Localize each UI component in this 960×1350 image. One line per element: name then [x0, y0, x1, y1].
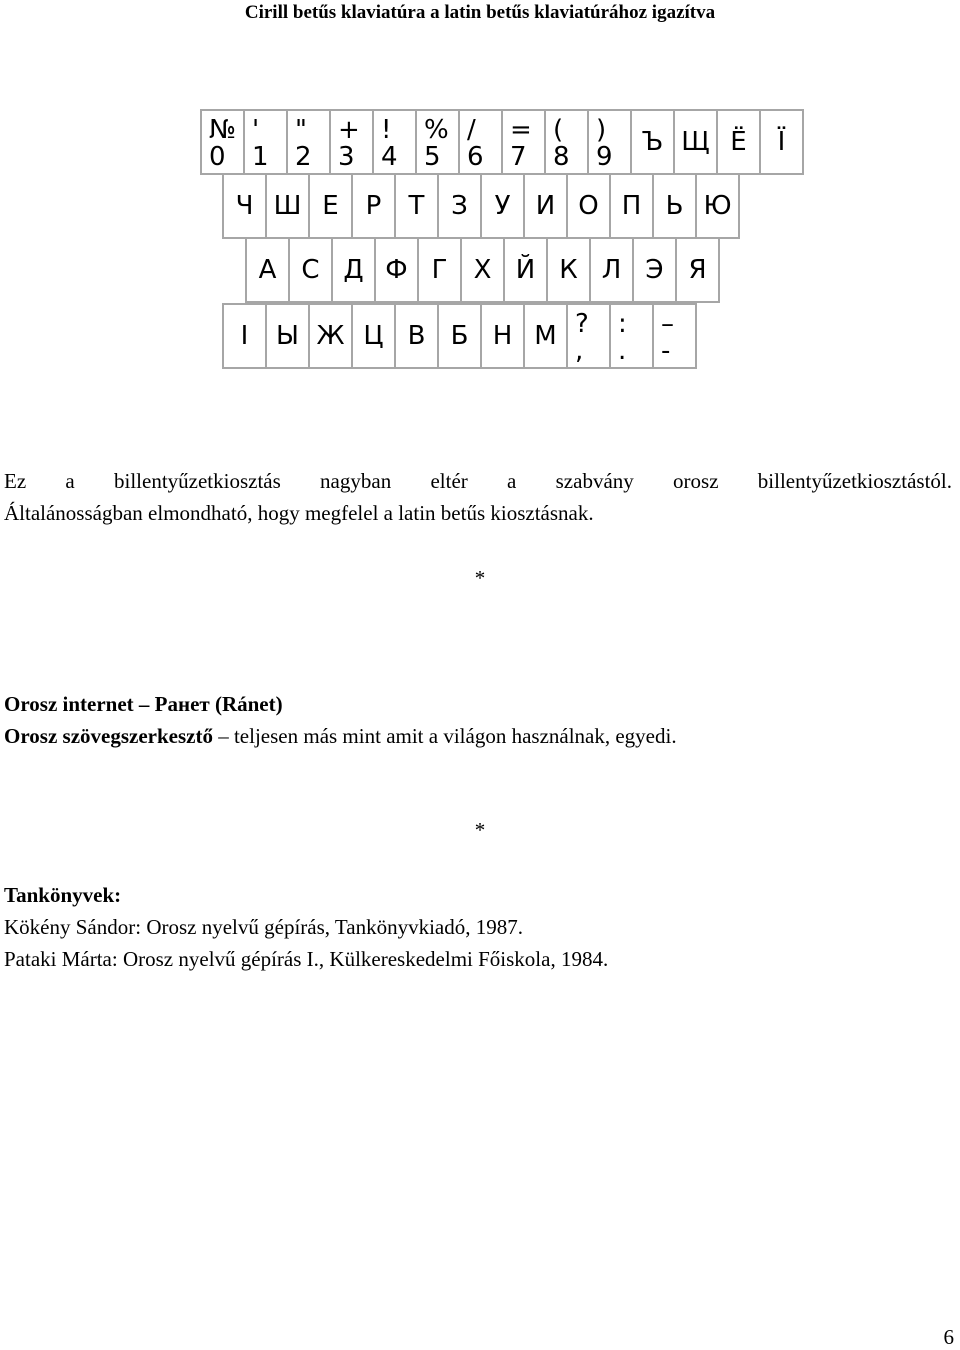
textbook-item: Kökény Sándor: Orosz nyelvű gépírás, Tankönyvkiadó, 1987.	[4, 915, 523, 939]
key-label: И	[535, 191, 556, 221]
keyboard-key	[222, 303, 267, 369]
keyboard-key	[308, 173, 353, 239]
textbooks-heading: Tankönyvek:	[4, 883, 122, 907]
key-label: Т	[408, 191, 425, 221]
key-base-label: 8	[553, 142, 570, 172]
keyboard-key	[566, 303, 611, 369]
keyboard-key	[222, 173, 267, 239]
separator-star-2: *	[474, 818, 486, 842]
key-label: Ж	[316, 321, 345, 351]
key-label: Э	[645, 255, 664, 285]
key-label: Ц	[363, 321, 384, 351]
keyboard-key	[480, 303, 525, 369]
key-shift-label: +	[338, 115, 360, 145]
keyboard-key	[675, 237, 720, 303]
keyboard-key	[415, 109, 460, 175]
separator-star: *	[474, 566, 486, 590]
keyboard-key	[288, 237, 333, 303]
keyboard-key	[501, 109, 546, 175]
key-label: С	[301, 255, 320, 285]
key-label: Ъ	[641, 127, 664, 157]
key-shift-label: ?	[575, 309, 589, 339]
key-label: І	[240, 321, 249, 351]
russian-text-editor-line	[4, 720, 677, 752]
key-label: А	[258, 255, 277, 285]
key-shift-label: (	[553, 115, 564, 145]
key-shift-label: /	[467, 115, 476, 145]
key-base-label: 7	[510, 142, 527, 172]
key-shift-label: "	[295, 115, 307, 145]
key-label: У	[494, 191, 511, 221]
key-label: Е	[322, 191, 339, 221]
keyboard-key	[437, 303, 482, 369]
keyboard-key	[503, 237, 548, 303]
key-shift-label: )	[596, 115, 607, 145]
key-base-label: 1	[252, 142, 269, 172]
key-base-label: .	[618, 336, 627, 366]
keyboard-key	[523, 303, 568, 369]
keyboard-row-1	[200, 109, 802, 175]
textbook-item: Pataki Márta: Orosz nyelvű gépírás I., Külkereskedelmi Főiskola, 1984.	[4, 947, 609, 971]
key-label: Г	[431, 255, 448, 285]
keyboard-row-4	[222, 303, 695, 369]
keyboard-key	[460, 237, 505, 303]
key-label: Н	[492, 321, 513, 351]
key-shift-label: =	[510, 115, 532, 145]
paragraph-line-2: Általánosságban elmondható, hogy megfelel a latin betűs kiosztásnak.	[4, 501, 594, 525]
key-label: Я	[688, 255, 707, 285]
key-label: Ї	[777, 127, 786, 157]
key-base-label: -	[661, 336, 671, 366]
key-base-label: 6	[467, 142, 484, 172]
key-label: Ё	[730, 127, 747, 157]
key-label: Х	[473, 255, 492, 285]
keyboard-row-3	[245, 237, 718, 303]
key-label: Щ	[681, 127, 710, 157]
keyboard-key	[630, 109, 675, 175]
key-label: З	[451, 191, 468, 221]
keyboard-key	[759, 109, 804, 175]
keyboard-key	[716, 109, 761, 175]
key-base-label: 4	[381, 142, 398, 172]
key-label: О	[578, 191, 599, 221]
document-title: Cirill betűs klaviatúra a latin betűs klaviatúrához igazítva	[244, 2, 716, 23]
russian-internet-text: Orosz internet – Ранет (Ránet)	[4, 692, 283, 716]
keyboard-key	[374, 237, 419, 303]
keyboard-key	[394, 173, 439, 239]
keyboard-key	[458, 109, 503, 175]
keyboard-key	[351, 303, 396, 369]
key-label: Д	[343, 255, 364, 285]
cyrillic-keyboard-layout	[198, 107, 838, 372]
key-label: Ь	[665, 191, 684, 221]
keyboard-key	[437, 173, 482, 239]
keyboard-key	[546, 237, 591, 303]
keyboard-key	[587, 109, 632, 175]
keyboard-key	[566, 173, 611, 239]
key-label: Ю	[703, 191, 732, 221]
text-editor-term: Orosz szövegszerkesztő	[4, 724, 213, 748]
key-label: Ш	[273, 191, 302, 221]
key-label: Й	[515, 255, 536, 285]
keyboard-key	[351, 173, 396, 239]
keyboard-key	[243, 109, 288, 175]
key-shift-label: –	[661, 309, 674, 339]
key-shift-label: :	[618, 309, 627, 339]
keyboard-row-2	[222, 173, 738, 239]
page-number: 6	[943, 1325, 954, 1349]
key-label: Л	[601, 255, 622, 285]
key-shift-label: %	[424, 115, 449, 145]
key-base-label: 2	[295, 142, 312, 172]
key-label: Р	[365, 191, 382, 221]
keyboard-key	[609, 173, 654, 239]
keyboard-key	[673, 109, 718, 175]
keyboard-key	[308, 303, 353, 369]
keyboard-key	[329, 109, 374, 175]
key-base-label: 3	[338, 142, 355, 172]
paragraph-line-1: Ez a billentyűzetkiosztás nagyban eltér a szabvány orosz billentyűzetkiosztástól.	[4, 469, 952, 493]
keyboard-key	[245, 237, 290, 303]
keyboard-key	[480, 173, 525, 239]
key-shift-label: '	[252, 115, 260, 145]
keyboard-key	[200, 109, 245, 175]
key-label: Ф	[385, 255, 408, 285]
key-label: Ы	[276, 321, 299, 351]
key-label: В	[407, 321, 426, 351]
key-base-label: 5	[424, 142, 441, 172]
key-label: К	[559, 255, 578, 285]
keyboard-key	[523, 173, 568, 239]
keyboard-key	[632, 237, 677, 303]
keyboard-key	[265, 173, 310, 239]
keyboard-key	[652, 303, 697, 369]
key-label: Б	[450, 321, 469, 351]
keyboard-key	[695, 173, 740, 239]
keyboard-key	[589, 237, 634, 303]
key-base-label: 0	[209, 142, 226, 172]
keyboard-key	[417, 237, 462, 303]
text-editor-description: – teljesen más mint amit a világon használnak, egyedi.	[212, 724, 677, 748]
key-label: М	[534, 321, 557, 351]
keyboard-key	[265, 303, 310, 369]
key-shift-label: №	[209, 115, 237, 145]
key-base-label: 9	[596, 142, 613, 172]
key-shift-label: !	[381, 115, 392, 145]
keyboard-key	[394, 303, 439, 369]
keyboard-key	[286, 109, 331, 175]
key-label: П	[621, 191, 642, 221]
russian-internet-line	[4, 688, 283, 720]
key-base-label: ,	[575, 336, 584, 366]
keyboard-key	[609, 303, 654, 369]
keyboard-key	[372, 109, 417, 175]
key-label: Ч	[235, 191, 254, 221]
keyboard-key	[652, 173, 697, 239]
keyboard-key	[544, 109, 589, 175]
keyboard-key	[331, 237, 376, 303]
